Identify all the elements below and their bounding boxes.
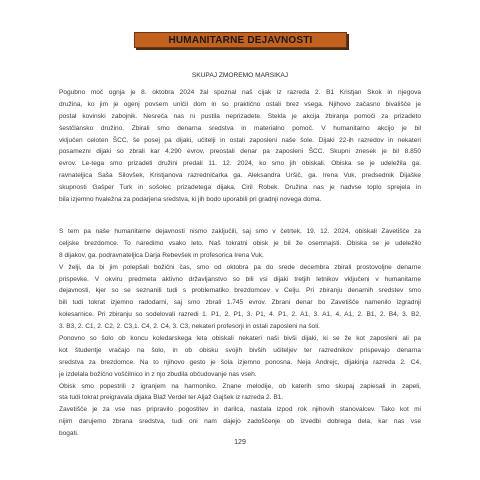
paragraph-line: je izdelala božično voščilnico in z njo zbudila občudovanje nas vseh. [59,370,257,378]
paragraph-line: ravnateljica Saša Silovšek, Kristjanova razredničarka ga. Aleksandra Uršič, ga. Irena Vuk, predsednik Dijaške [59,172,421,180]
paragraph-line: sta tudi tokrat preigravala dijaka Blaž Verdel ter Aljaž Gajšek iz razreda 2. B1. [59,394,284,402]
paragraph-line: družina, ko jim je ogenj povsem uničil dom in so praktično ostali brez vsega. Njihovo začasno bivališče je [59,100,421,108]
paragraph-line: 8 dijakov, ga. podravnateljica Darja Rebevšek in profesorica Irena Vuk. [59,251,264,259]
paragraph-line: sredstva za brezdomce. Na to njihovo gesto je šola izjemno ponosna. Neja Andrejc, dijakinja razreda 2. C4, [59,358,421,366]
paragraph-line: postal kovinski zabojnik. Nesreča nas ni pustila neprizadete. Stekla je akcija zbiranja pomoči za prizadeto [59,112,421,120]
paragraph-line: skupnosti Gašper Turk in sošolec prizadetega dijaka, Ciril Robek. Družina nas je nadvse toplo sprejela in [59,184,421,192]
paragraph-line: Ponovno so šolo ob koncu koledarskega leta obiskali nekateri naši bivši dijaki, ki se že kot zaposleni ali pa [59,335,421,343]
paragraph-line: bila izjemno hvaležna za podarjena sredstva, ki jih bodo uporabili pri gradnji novega doma. [59,196,322,204]
paragraph-line: prispevke. V okviru predmeta aktivno državljanstvo so bili vsi dijaki tretjih letnikov vključeni v humanitarne [59,275,421,283]
paragraph-line: Zavetišče je za vse nas pripravilo pogostitev in darilca, nastala izpod rok njihovih stanovalcev. Tako kot mi [59,406,421,414]
article-paragraph-2 [59,226,421,440]
paragraph-line: vključen celoten ŠCC, še posej pa dijaki, učitelji in ostali zaposleni naše šole. Dijaki 22-ih razredov in nekateri [59,136,421,144]
paragraph-line: Pogubno moč ognja je 8. oktobra 2024 žal spoznal naš cijak iz razreda 2. B1 Kristjan Skok in njegova [59,89,421,96]
section-banner [134,32,347,48]
paragraph-line: S tem pa naše humanitarne dejavnosti nismo zaključili, saj smo v četrtek, 19. 12. 2024, obiskali Zavetišče za [59,228,421,235]
paragraph-line: Obisk smo popestrili z igranjem na harmoniko. Znane melodije, ob katerih smo skupaj zapiesali in zapeli, [59,382,421,390]
paragraph-line: evrov. Le-tega smo prizadeti družini predali 11. 12. 2024, ko smo jih obiskali. Obiska se je udeležila ga. [59,160,421,168]
section-title: HUMANITARNE DEJAVNOSTI [168,34,313,46]
paragraph-line: bogati. [59,430,79,438]
paragraph-line: dejavnosti, kjer so se seznanili tudi s problematiko brezdomcev v Celju. Pri zbiranju denarnih sredstev smo [59,287,421,295]
paragraph-line: šestčlansko družino. Zbirali smo denarna sredstva in materialno pomoč. V humanitarno akcijo je bil [59,124,421,132]
paragraph-line: bili tudi tokrat izjemno radodarni, saj smo zbrali 1.745 evrov. Zbrani denar bo Zavetišče namenilo izgradnji [59,299,421,307]
paragraph-line: celjske brezdomce. To naredimo vsako leto. Naš tokratni obisk je bil že osemnajsti. Obiska se je udeležilo [59,239,421,247]
paragraph-line: V želji, da bi jim polepšali božični čas, smo od oktobra pa do srede decembra zbirali prostovoljne denarne [59,263,421,271]
paragraph-line: 3. B3, 2. C1, 2. C2, 2. C3,1. C4, 2. C4, 3. C3, nekateri profesorji in ostali zaposleni na šoli. [59,323,320,331]
paragraph-line: kot študentje vračajo na šolo, in ob obisku svojih bivših učiteljev ter razrednikov prispevajo denarna [59,346,421,354]
article-paragraph-1 [59,87,421,206]
paragraph-line: kolesarnice. Pri zbiranju so sodelovali razredi 1. P1, 2. P1, 3. P1, 4. P1, 2. A1, 3. A1, 4. A1, 2. B1, 2. B4, 3. B2, [59,311,421,319]
article-subtitle: SKUPAJ ZMOREMO MARSIKAJ [191,72,289,79]
paragraph-line: posamezni dijaki so zbrali kar 4.290 evrov, preostali denar pa zaposleni ŠCC. Skupni znesek je bil 8.850 [59,148,421,156]
page-number: 129 [234,439,246,446]
paragraph-line: nijim darujemo zbrana sredstva, tudi oni nam dajejo zadoščenje ob izvedbi dobrega dela, kar nas vse [59,418,421,426]
